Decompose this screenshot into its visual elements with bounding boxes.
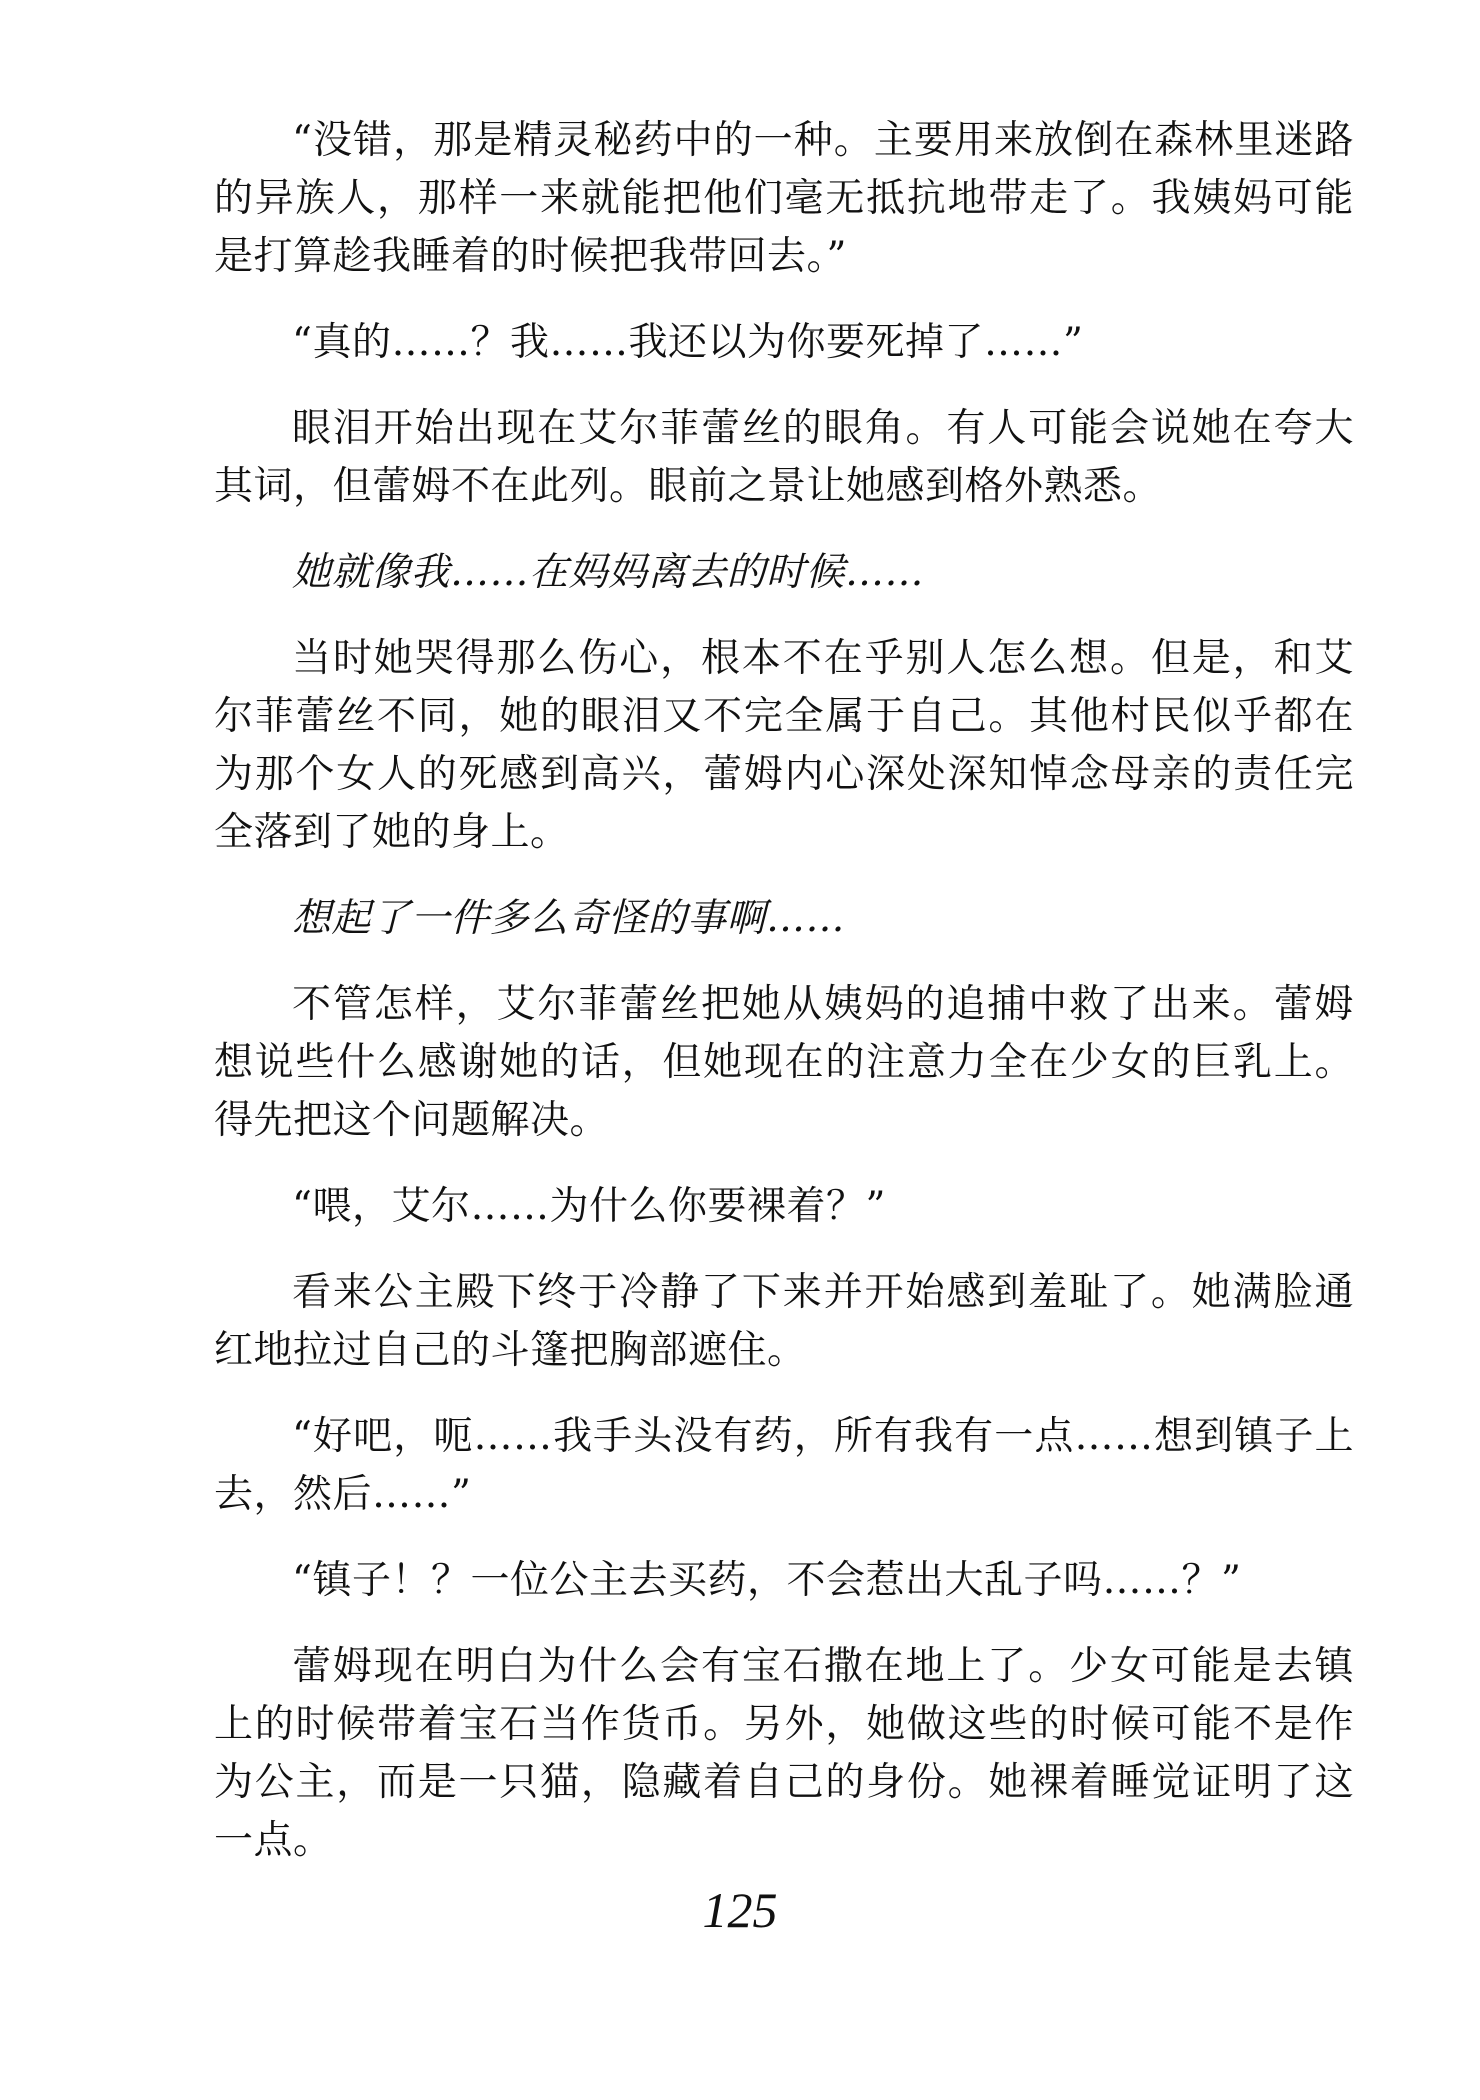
paragraph: 眼泪开始出现在艾尔菲蕾丝的眼角。有人可能会说她在夸大其词，但蕾姆不在此列。眼前之景让她感到格外熟悉。 [214, 406, 1354, 509]
paragraph: “好吧，呃……我手头没有药，所有我有一点……想到镇子上去，然后……” [214, 1414, 1354, 1517]
paragraph: 当时她哭得那么伤心，根本不在乎别人怎么想。但是，和艾尔菲蕾丝不同，她的眼泪又不完全属于自己。其他村民似乎都在为那个女人的死感到高兴，蕾姆内心深处深知悼念母亲的责任完全落到了她的身上。 [214, 636, 1354, 855]
paragraph: “镇子！？一位公主去买药，不会惹出大乱子吗……？” [292, 1558, 1242, 1603]
paragraph: 蕾姆现在明白为什么会有宝石撒在地上了。少女可能是去镇上的时候带着宝石当作货币。另外，她做这些的时候可能不是作为公主，而是一只猫，隐藏着自己的身份。她裸着睡觉证明了这一点。 [214, 1644, 1354, 1863]
paragraph: 看来公主殿下终于冷静了下来并开始感到羞耻了。她满脸通红地拉过自己的斗篷把胸部遮住。 [214, 1270, 1354, 1373]
paragraph: “没错，那是精灵秘药中的一种。主要用来放倒在森林里迷路的异族人，那样一来就能把他们毫无抵抗地带走了。我姨妈可能是打算趁我睡着的时候把我带回去。” [214, 118, 1354, 279]
paragraph: “真的……？我……我还以为你要死掉了……” [292, 320, 1084, 365]
paragraph: 不管怎样，艾尔菲蕾丝把她从姨妈的追捕中救了出来。蕾姆想说些什么感谢她的话，但她现在的注意力全在少女的巨乳上。得先把这个问题解决。 [214, 982, 1354, 1143]
page-number: 125 [702, 1882, 778, 1938]
body-text [214, 112, 1354, 1898]
paragraph-italic: 她就像我……在妈妈离去的时候…… [292, 550, 925, 595]
paragraph-italic: 想起了一件多么奇怪的事啊…… [292, 896, 846, 941]
paragraph: “喂，艾尔……为什么你要裸着？” [292, 1184, 886, 1229]
